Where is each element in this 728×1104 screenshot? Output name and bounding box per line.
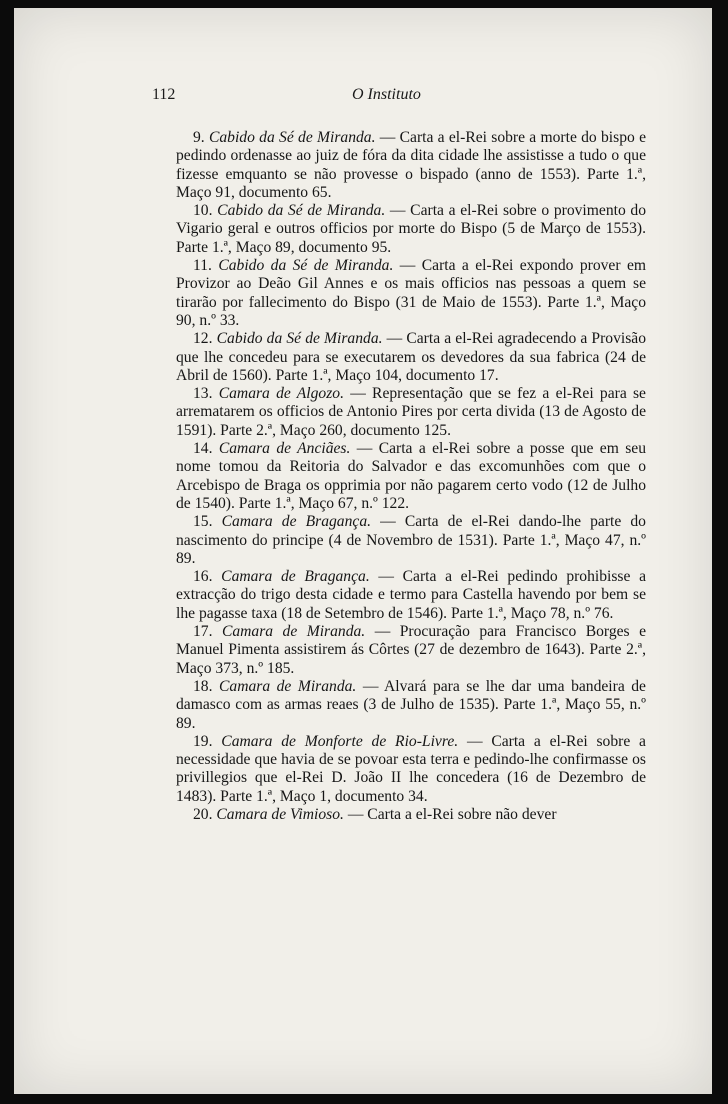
- catalog-entry: [176, 330, 646, 385]
- entry-number: 16.: [193, 568, 213, 586]
- catalog-entries: [176, 129, 646, 824]
- catalog-entry: [176, 733, 646, 806]
- book-page: [14, 8, 712, 1094]
- entry-number: 11.: [193, 257, 212, 275]
- entry-number: 19.: [193, 732, 213, 750]
- entry-title: Camara de Bragança.: [221, 513, 372, 531]
- entry-title: Camara de Bragança.: [221, 568, 370, 586]
- entry-title: Camara de Miranda.: [221, 623, 366, 641]
- running-title: O Instituto: [352, 86, 421, 103]
- entry-text: — Carta a el-Rei expondo prover em Provizor ao Deão Gil Annes e os mais officios nas pessoas a quem se tirarão por fallecimento do Bispo (31 de Maio de 1553). Parte 1.ª, Maço 90, n.º 33.: [176, 257, 646, 329]
- entry-title: Cabido da Sé de Miranda.: [218, 257, 394, 275]
- catalog-entry: [176, 678, 646, 733]
- entry-text: — Carta a el-Rei sobre não dever: [347, 805, 557, 823]
- catalog-entry: [176, 806, 646, 824]
- page-number: 112: [152, 86, 176, 103]
- page-header: [152, 86, 612, 110]
- entry-number: 15.: [193, 513, 213, 531]
- entry-number: 13.: [193, 385, 213, 403]
- entry-title: Camara de Vimioso.: [216, 805, 344, 823]
- entry-title: Cabido da Sé de Miranda.: [208, 129, 376, 146]
- entry-number: 12.: [193, 330, 213, 348]
- entry-number: 9.: [193, 129, 205, 146]
- entry-number: 18.: [193, 677, 213, 695]
- catalog-entry: [176, 568, 646, 623]
- catalog-entry: [176, 257, 646, 330]
- entry-text: — Carta a el-Rei sobre a morte do bispo e pedindo ordenasse ao juiz de fóra da dita cidade lhe assistisse a tudo o que fizesse emquanto se não provesse o bispado (anno de 1553). Parte 1.ª, Maço 91, documento 65.: [176, 129, 646, 201]
- entry-title: Camara de Monforte de Rio-Livre.: [221, 732, 459, 750]
- catalog-entry: [176, 623, 646, 678]
- entry-number: 14.: [193, 440, 213, 458]
- catalog-entry: [176, 440, 646, 513]
- entry-title: Cabido da Sé de Miranda.: [217, 202, 386, 220]
- entry-text: — Carta a el-Rei sobre o provimento do Vigario geral e outros officios por morte do Bispo (5 de Março de 1553). Parte 1.ª, Maço 89, documento 95.: [176, 202, 646, 256]
- catalog-entry: [176, 513, 646, 568]
- entry-title: Camara de Miranda.: [219, 677, 357, 695]
- entry-title: Camara de Algozo.: [218, 385, 344, 403]
- entry-text: — Carta de el-Rei dando-lhe parte do nascimento do principe (4 de Novembro de 1531). Parte 1.ª, Maço 47, n.º 89.: [176, 513, 646, 567]
- entry-number: 20.: [193, 805, 213, 823]
- entry-text: — Carta a el-Rei sobre a necessidade que havia de se povoar esta terra e pedindo-lhe confirmasse os privillegios que el-Rei D. João II lhe concedera (16 de Dezembro de 1483). Parte 1.ª, Maço 1, documento 34.: [176, 732, 646, 805]
- catalog-entry: [176, 202, 646, 257]
- entry-text: — Carta a el-Rei pedindo prohibisse a extracção do trigo desta cidade e termo para Castella havendo por bem se lhe pagasse taxa (18 de Setembro de 1546). Parte 1.ª, Maço 78, n.º 76.: [176, 568, 647, 622]
- catalog-entry: [176, 129, 646, 202]
- entry-text: — Representação que se fez a el-Rei para se arrematarem os officios de Antonio Pires por certa divida (13 de Agosto de 1591). Parte 2.ª, Maço 260, documento 125.: [176, 385, 646, 439]
- catalog-entry: [176, 385, 646, 440]
- entry-text: — Procuração para Francisco Borges e Manuel Pimenta assistirem ás Côrtes (27 de dezembro de 1643). Parte 2.ª, Maço 373, n.º 185.: [176, 623, 646, 677]
- entry-text: — Alvará para se lhe dar uma bandeira de damasco com as armas reaes (3 de Julho de 1535). Parte 1.ª, Maço 55, n.º 89.: [176, 677, 646, 732]
- entry-title: Camara de Anciães.: [218, 440, 351, 458]
- entry-number: 10.: [193, 202, 213, 220]
- entry-text: — Carta a el-Rei sobre a posse que em seu nome tomou da Reitoria do Salvador e das excomunhões com que o Arcebispo de Braga os opprimia por não pagarem certo vodo (12 de Julho de 1540). Parte 1.ª, Maço 67, n.º 122.: [176, 440, 646, 512]
- entry-number: 17.: [193, 623, 213, 641]
- entry-text: — Carta a el-Rei agradecendo a Provisão que lhe concedeu para se executarem os devedores da sua fabrica (24 de Abril de 1560). Parte 1.ª, Maço 104, documento 17.: [176, 330, 646, 384]
- entry-title: Cabido da Sé de Miranda.: [216, 330, 383, 348]
